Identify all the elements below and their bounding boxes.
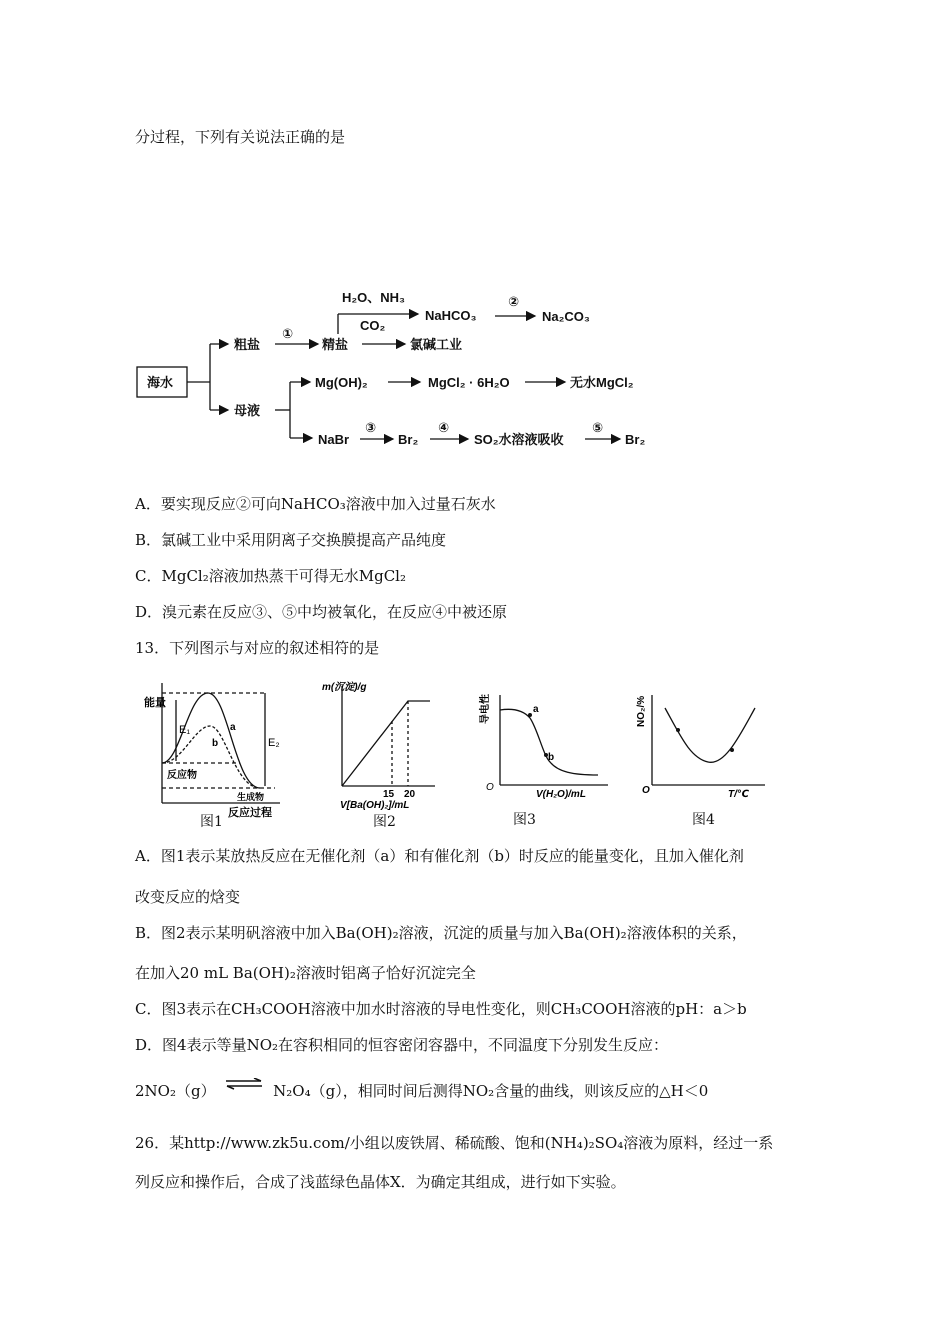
fig1-xlabel: 反应过程 — [228, 807, 272, 819]
q13-option-c: C．图3表示在CH₃COOH溶液中加水时溶液的导电性变化，则CH₃COOH溶液的pH：a＞b — [135, 1000, 747, 1018]
equation-left: 2NO₂（g） — [135, 1082, 216, 1100]
fig2-tick-20: 20 — [404, 789, 416, 800]
fig4-ylabel: NO₂/% — [636, 695, 647, 727]
fig2-caption: 图2 — [373, 814, 396, 830]
refined-salt-label: 精盐 — [322, 337, 349, 352]
fig1-ylabel: 能量 — [144, 697, 166, 709]
seawater-label: 海水 — [147, 375, 174, 390]
q13-option-d-line1: D．图4表示等量NO₂在容积相同的恒容密闭容器中，不同温度下分别发生反应： — [135, 1036, 669, 1054]
step2-label: ② — [508, 294, 520, 309]
figure-4-no2-temperature-chart — [630, 690, 775, 800]
intro-line: 分过程，下列有关说法正确的是 — [135, 128, 346, 146]
fig4-origin: O — [642, 785, 650, 796]
reagent-co2-label: CO₂ — [360, 318, 386, 333]
q12-option-a: A．要实现反应②可向NaHCO₃溶液中加入过量石灰水 — [135, 495, 496, 513]
fig4-caption: 图4 — [692, 812, 715, 828]
fig1-curve-a: a — [230, 722, 236, 733]
fig1-caption: 图1 — [200, 814, 223, 830]
step4-label: ④ — [438, 420, 450, 435]
fig3-caption: 图3 — [513, 812, 536, 828]
equilibrium-arrow-icon — [224, 1078, 264, 1090]
mgcl2-hydrate-label: MgCl₂ · 6H₂O — [428, 375, 510, 390]
q26-line2: 列反应和操作后，合成了浅蓝绿色晶体X．为确定其组成，进行如下实验。 — [135, 1173, 626, 1191]
fig1-reactants: 反应物 — [167, 770, 197, 781]
q12-option-d: D．溴元素在反应③、⑤中均被氧化，在反应④中被还原 — [135, 603, 508, 621]
q12-option-b: B．氯碱工业中采用阴离子交换膜提高产品纯度 — [135, 531, 447, 549]
fig3-ylabel: 导电性 — [480, 694, 491, 724]
fig3-xlabel: V(H₂O)/mL — [536, 789, 586, 800]
mgoh2-label: Mg(OH)₂ — [315, 375, 368, 390]
nahco3-label: NaHCO₃ — [425, 308, 477, 323]
q13-option-a-line2: 改变反应的焓变 — [135, 888, 241, 906]
figure-3-conductivity-chart — [478, 690, 613, 800]
q13-option-b-line2: 在加入20 mL Ba(OH)₂溶液时铝离子恰好沉淀完全 — [135, 964, 476, 982]
fig1-products: 生成物 — [237, 792, 265, 802]
na2co3-label: Na₂CO₃ — [542, 309, 590, 324]
reagents-top-label: H₂O、NH₃ — [342, 290, 406, 305]
q13-stem: 13．下列图示与对应的叙述相符的是 — [135, 639, 380, 657]
fig3-origin: O — [486, 782, 494, 793]
fig2-tick-15: 15 — [383, 789, 395, 800]
fig2-ylabel: m(沉淀)/g — [322, 682, 367, 693]
q13-option-d-equation — [135, 1078, 708, 1101]
fig4-xlabel: T/℃ — [728, 789, 749, 800]
fig3-point-b: b — [548, 752, 555, 763]
fig1-e1: E₁ — [179, 724, 191, 736]
br2-label: Br₂ — [398, 432, 419, 447]
step3-label: ③ — [365, 420, 377, 435]
fig1-e2: E₂ — [268, 737, 280, 749]
equation-right: N₂O₄（g），相同时间后测得NO₂含量的曲线，则该反应的△H＜0 — [273, 1082, 709, 1100]
coarse-salt-label: 粗盐 — [234, 337, 261, 352]
step1-label: ① — [282, 326, 294, 341]
fig3-point-a: a — [533, 704, 539, 715]
chlor-alkali-label: 氯碱工业 — [410, 337, 463, 352]
q13-option-a-line1: A．图1表示某放热反应在无催化剂（a）和有催化剂（b）时反应的能量变化，且加入催化剂 — [135, 847, 744, 865]
figure-1-energy-diagram — [140, 678, 290, 823]
fig2-xlabel: V[Ba(OH)₂]/mL — [340, 800, 410, 811]
mother-liquor-label: 母液 — [234, 403, 261, 418]
sea-water-process-flowchart — [0, 280, 950, 460]
q13-option-b-line1: B．图2表示某明矾溶液中加入Ba(OH)₂溶液，沉淀的质量与加入Ba(OH)₂溶液体积的关系， — [135, 924, 747, 942]
fig1-curve-b: b — [212, 738, 219, 749]
anhydrous-mgcl2-label: 无水MgCl₂ — [570, 375, 634, 390]
step5-label: ⑤ — [592, 420, 604, 435]
so2-absorb-label: SO₂水溶液吸收 — [474, 432, 564, 447]
br2-final-label: Br₂ — [625, 432, 646, 447]
q26-line1: 26．某http://www.zk5u.com/小组以废铁屑、稀硫酸、饱和(NH₄)₂SO₄溶液为原料，经过一系 — [135, 1134, 774, 1152]
figure-2-precipitate-chart — [320, 678, 450, 818]
nabr-label: NaBr — [318, 432, 350, 447]
q12-option-c: C．MgCl₂溶液加热蒸干可得无水MgCl₂ — [135, 567, 406, 585]
